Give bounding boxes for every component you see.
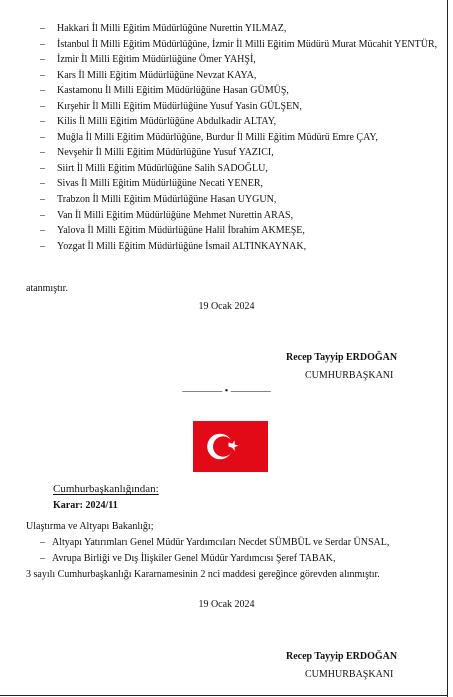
list-item [40, 52, 440, 68]
list-item [40, 114, 440, 130]
dash-bullet: – [40, 69, 45, 81]
dash-bullet: – [40, 23, 45, 34]
list-item-text: Siirt İl Milli Eğitim Müdürlüğüne Salih SADOĞLU, [57, 162, 268, 174]
list-item [40, 99, 440, 115]
dash-bullet: – [40, 162, 45, 174]
list-item [40, 537, 389, 548]
dash-bullet: – [40, 209, 45, 221]
signature-title: CUMHURBAŞKANI [305, 669, 394, 680]
dash-bullet: – [40, 537, 45, 548]
dash-bullet: – [40, 116, 45, 128]
signature-name: Recep Tayyip ERDOĞAN [286, 651, 398, 662]
list-item-text: Kırşehir İl Milli Eğitim Müdürlüğüne Yusuf Yasin GÜLŞEN, [57, 100, 302, 112]
list-item [40, 208, 440, 224]
dash-bullet: – [40, 131, 45, 143]
list-item [40, 37, 440, 53]
list-item [40, 83, 440, 99]
dash-bullet: – [40, 240, 45, 252]
list-item [40, 161, 440, 177]
dash-bullet: – [40, 194, 45, 206]
page-border-bottom [0, 695, 448, 696]
list-item-text: Trabzon İl Milli Eğitim Müdürlüğüne Hasan UYGUN, [57, 194, 277, 206]
decision-date: 19 Ocak 2024 [198, 301, 255, 312]
list-item [40, 145, 440, 161]
list-item-text: Nevşehir İl Milli Eğitim Müdürlüğüne Yusuf YAZICI, [57, 147, 274, 159]
list-item [40, 223, 440, 239]
dash-bullet: – [40, 178, 45, 190]
list-item-text: Kars İl Milli Eğitim Müdürlüğüne Nevzat KAYA, [57, 69, 257, 81]
decision-date: 19 Ocak 2024 [198, 599, 255, 610]
list-item-text: İstanbul İl Milli Eğitim Müdürlüğüne, İzmir İl Milli Eğitim Müdürü Murat Mücahit YENTÜR, [57, 38, 438, 50]
ministry-intro: Ulaştırma ve Altyapı Bakanlığı; [26, 521, 154, 532]
list-item-text: Yozgat İl Milli Eğitim Müdürlüğüne İsmail ALTINKAYNAK, [57, 240, 307, 252]
dash-bullet: – [40, 225, 45, 237]
issuing-authority: Cumhurbaşkanlığından: [53, 483, 159, 495]
closing-text: 3 sayılı Cumhurbaşkanlığı Kararnamesinin 2 nci maddesi gereğince görevden alınmıştır. [26, 569, 380, 580]
list-item [40, 21, 440, 37]
appointment-list [40, 21, 440, 254]
section-separator: ———— • ———— [182, 386, 271, 397]
list-item-text: Avrupa Birliği ve Dış İlişkiler Genel Müdür Yardımcısı Şeref TABAK, [52, 553, 336, 564]
list-item-text: Hakkari İl Milli Eğitim Müdürlüğüne Nurettin YILMAZ, [57, 23, 287, 34]
dash-bullet: – [40, 54, 45, 66]
list-item-text: Yalova İl Milli Eğitim Müdürlüğüne Halil İbrahim AKMEŞE, [57, 225, 305, 237]
dash-bullet: – [40, 553, 45, 564]
dash-bullet: – [40, 38, 45, 50]
signature-name: Recep Tayyip ERDOĞAN [286, 352, 398, 363]
list-item-text: Van İl Milli Eğitim Müdürlüğüne Mehmet Nurettin ARAS, [57, 209, 294, 221]
list-item [40, 176, 440, 192]
closing-text: atanmıştır. [26, 283, 68, 294]
list-item-text: Altyapı Yatırımları Genel Müdür Yardımcıları Necdet SÜMBÜL ve Serdar ÜNSAL, [52, 537, 390, 548]
list-item-text: Kastamonu İl Milli Eğitim Müdürlüğüne Hasan GÜMÜŞ, [57, 85, 289, 97]
list-item-text: Kilis İl Milli Eğitim Müdürlüğüne Abdulkadir ALTAY, [57, 116, 277, 128]
list-item [40, 239, 440, 255]
list-item [40, 130, 440, 146]
list-item [40, 68, 440, 84]
list-item [40, 192, 440, 208]
list-item [40, 553, 336, 564]
dash-bullet: – [40, 147, 45, 159]
decision-number: Karar: 2024/11 [53, 500, 118, 511]
list-item-text: Muğla İl Milli Eğitim Müdürlüğüne, Burdur İl Milli Eğitim Müdürü Emre ÇAY, [57, 131, 378, 143]
dash-bullet: – [40, 100, 45, 112]
page-border-right [447, 0, 448, 697]
list-item-text: Sivas İl Milli Eğitim Müdürlüğüne Necati YENER, [57, 178, 263, 190]
signature-title: CUMHURBAŞKANI [305, 370, 394, 381]
list-item-text: İzmir İl Milli Eğitim Müdürlüğüne Ömer YAHŞİ, [57, 54, 256, 66]
turkish-flag-icon [193, 421, 268, 472]
dash-bullet: – [40, 85, 45, 97]
